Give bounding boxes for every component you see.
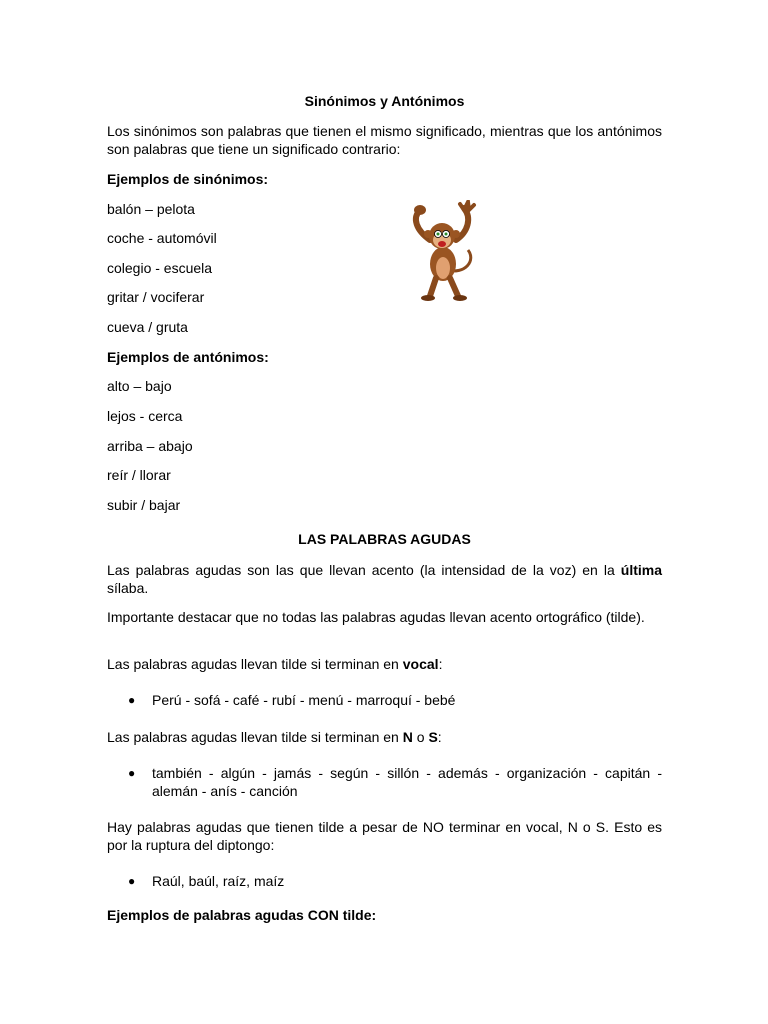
- examples-heading: Ejemplos de palabras agudas CON tilde:: [107, 907, 377, 923]
- bullet-icon: ●: [128, 693, 136, 707]
- bullet-icon: ●: [128, 874, 136, 888]
- emphasis-vocal: vocal: [402, 656, 439, 672]
- synonym-item: balón – pelota: [107, 201, 195, 217]
- synonym-item: gritar / vociferar: [107, 289, 205, 305]
- antonyms-heading: Ejemplos de antónimos:: [107, 349, 269, 365]
- monkey-illustration: [406, 200, 484, 304]
- bullet-text: Perú - sofá - café - rubí - menú - marroquí - bebé: [152, 692, 456, 708]
- section-title-synonyms: Sinónimos y Antónimos: [304, 93, 465, 109]
- bullet-icon: ●: [128, 766, 136, 780]
- diphthong-paragraph: Hay palabras agudas que tienen tilde a pesar de NO terminar en vocal, N o S. Esto es por la ruptura del diptongo:: [107, 819, 662, 853]
- tilde-note-paragraph: Importante destacar que no todas las palabras agudas llevan acento ortográfico (tilde).: [107, 609, 645, 625]
- emphasis-ultima: última: [620, 562, 662, 578]
- section-title-agudas: LAS PALABRAS AGUDAS: [298, 531, 471, 547]
- antonym-item: reír / llorar: [107, 467, 171, 483]
- antonym-item: lejos - cerca: [107, 408, 183, 424]
- antonym-item: alto – bajo: [107, 378, 172, 394]
- agudas-definition-paragraph: Las palabras agudas son las que llevan acento (la intensidad de la voz) en la última sílaba.: [107, 562, 662, 596]
- synonyms-heading: Ejemplos de sinónimos:: [107, 171, 269, 187]
- intro-paragraph: Los sinónimos son palabras que tienen el mismo significado, mientras que los antónimos son palabras que tiene un significado contrario:: [107, 123, 662, 157]
- bullet-text: también - algún - jamás - según - sillón - además - organización - capitán - alemán - anís - canción: [152, 765, 662, 799]
- antonym-item: arriba – abajo: [107, 438, 193, 454]
- bullet-text: Raúl, baúl, raíz, maíz: [152, 873, 285, 889]
- vocal-rule-line: Las palabras agudas llevan tilde si terminan en vocal:: [107, 656, 443, 672]
- antonym-item: subir / bajar: [107, 497, 181, 513]
- n-s-rule-line: Las palabras agudas llevan tilde si terminan en N o S:: [107, 729, 442, 745]
- synonym-item: cueva / gruta: [107, 319, 188, 335]
- synonym-item: coche - automóvil: [107, 230, 217, 246]
- synonym-item: colegio - escuela: [107, 260, 213, 276]
